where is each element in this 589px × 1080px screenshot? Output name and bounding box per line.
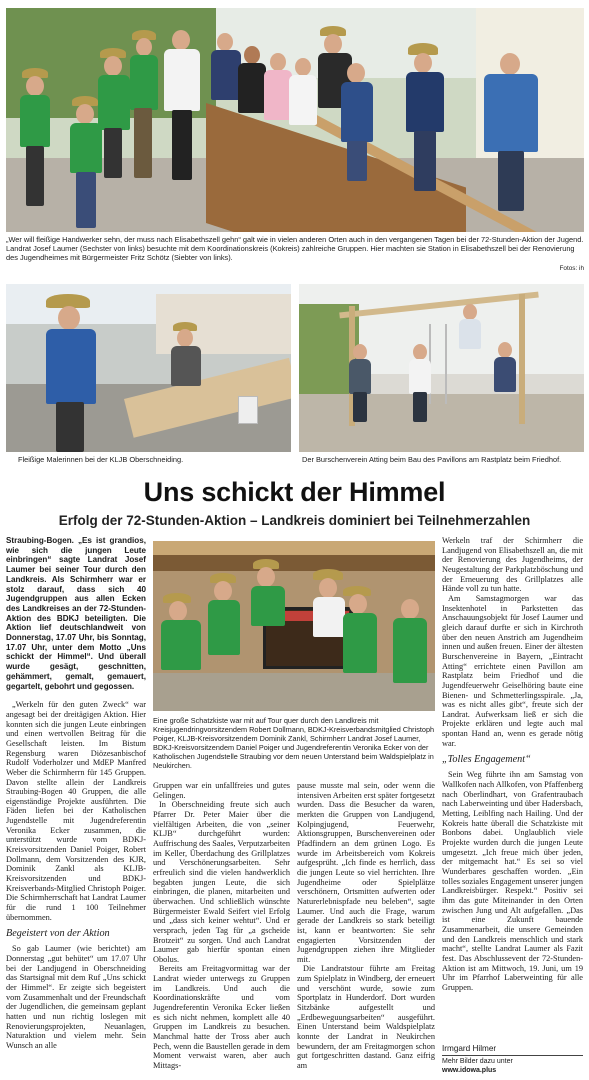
article-subheadline: Erfolg der 72-Stunden-Aktion – Landkreis dominiert bei Teilnehmerzahlen: [58, 513, 531, 528]
article-paragraph: Die Landratstour führte am Freitag zum Spielplatz in Windberg, der erneuert und verschönt wurde, sowie zum Sportplatz in Hunderdorf. Dort wurden Sitzbänke aufgestellt und „Erdbeweguungsarbeiten“ ausgeführt. Einen Unterstand beim Waldspielplatz konnte der Landrat in Neukirchen bewundern, der am Freitagmorgen schon gut fortgeschritten dastand. Ganz eifrig am: [297, 964, 435, 1071]
article-paragraph: Werkeln traf der Schirmherr die Landjugend von Elisabethszell an, die mit der Renovierung des Jugendheims, der Neugestaltung der Parkplatzböschung und der Erneuerung des Grillplatzes alle Hände voll zu tun hatte.: [442, 536, 583, 594]
section-subhead: „Tolles Engagement“: [442, 754, 531, 766]
article-paragraph: In Oberschneiding freute sich auch Pfarrer Dr. Peter Maier über die vielfältigen Arbeiten, die von „seiner KLJB“ durchgeführt wurden: Auffrischung des Saales, Verputzarbeiten im Keller, Überdachung des Grillplatzes und Verschönerungsarbeiten. Sehr erfreulich sind die vielen handwerklich begabten jungen Leute, die sich einbringen, die planen, mitarbeiten und überwachen. Und schließlich wünschte Bürgermeister Ewald Seifert viel Erfolg und „dass sich keiner wehtut“. Und er versprach, jeden Tag für „a gscheide Brotzeit“ zu sorgen. Und auch Landrat Laumer gab hierfür spontan einen Obolus.: [153, 800, 291, 964]
article-signature: [442, 1044, 583, 1076]
article-lead: Straubing-Bogen. „Es ist grandios, wie sich die jungen Leute einbringen“ sagte Landrat Josef Laumer bei seiner Tour durch den Landkreis. Als Schirmherr war er stolz darauf, dass sich 40 Jugendgruppen aus allen Ecken des Landkreises an der 72-Stunden-Aktion des BDKJ beteiligten. Die Aktion lief deutschlandweit von Donnerstag, 17.07 Uhr, bis Sonntag, 17.07 Uhr, unter dem Motto „Uns schickt der Himmel“. Und überall wurde gesägt, geschnitten, gehämmert, gemalt, gemauert, gegartelt, gebohrt und gegossen.: [6, 536, 146, 691]
left-photo-caption: [18, 455, 288, 464]
top-photo-caption: [6, 235, 584, 273]
divider: [442, 1055, 583, 1056]
right-caption-text: Der Burschenverein Atting beim Bau des Pavillons am Rastplatz beim Friedhof.: [302, 455, 562, 464]
right-photo: [299, 284, 584, 452]
more-pictures-label: Mehr Bilder dazu unter: [442, 1057, 513, 1065]
author-name: Irmgard Hilmer: [442, 1044, 497, 1053]
photo-credit: Fotos: ih: [559, 264, 584, 272]
treasure-chest-photo: [153, 541, 435, 711]
article-paragraph: Sein Weg führte ihn am Samstag von Wallkofen nach Allkofen, von Pfaffenberg nach Oberlindhart, von Grafentraubach nach Laberweinting und über Hadersbach, Metting, Leiblfing nach Hailing. Und der Kokreis hatte überall die Schatzkiste mit Bonbons dabei. Unglaublich viele Projekte wurden durch die jungen Leute umgesetzt. „Ich freue mich über jeden, der mitgemacht hat.“ Es sei so viel Wunderbares geschaffen worden. „Ein tolles soziales Engagement unserer jungen Landkreisbürger. Respekt.“ Positiv sei ihm das gute Miteinander in den Orten zwischen Jung und Alt aufgefallen. „Das ist eine Zukunft bauende Zusammenarbeit, die unsere Gemeinden und den Landkreis menschlich und stark macht“, stellte Landrat Laumer als Fazit fest. Das Abschlussevent der 72-Stunden-Aktion ist am Mittwoch, 19. Juni, um 19 Uhr im Pfarrhof Laberweinting für alle Gruppen.: [442, 770, 584, 992]
article-paragraph: So gab Laumer (wie berichtet) am Donnerstag „gut behütet“ um 17.07 Uhr bei der Landjugend in Oberschneiding das Startsignal mit dem Ruf „Uns schickt der Himmel“. Er zeigte sich begeistert vom Zusammenhalt und der Freundschaft der Jugendlichen, die gemeinsam geplant hatten und nun richtig loslegen mit Renovierungsprojekten, Neuanlagen, Naturaktion und vielem mehr. Sein Wunsch an alle: [6, 944, 146, 1050]
article-paragraph: Am Samstagmorgen war das Insektenhotel in Parkstetten das Anschauungsobjekt für Josef Laumer und gleich darauf durfte er sich in Kirchroth über den neuen Anstrich am Jugendheim innen und außen freuen. Einer der ältesten Burschenvereine in Bayern, „Eintracht Atting“ errichtete einen Pavillon am Rastplatz beim Friedhof und die Jugendfeuerwehr Geiselhöring baute eine Bienen- und Schmetterlingsspirale. „Ja, was es nicht alles gibt“, freute sich der Landrat. Aufwerksam ließ er sich die Projekte erklären und legte auch mal spontan Hand an, wenn es gerade nötig war.: [442, 593, 583, 748]
top-photo: [6, 8, 584, 232]
section-subhead: Begeistert von der Aktion: [6, 928, 110, 940]
article-headline: Uns schickt der Himmel: [143, 477, 446, 507]
right-photo-caption: [302, 455, 584, 464]
treasure-chest-caption: [153, 716, 435, 771]
inline-caption-text: Eine große Schatzkiste war mit auf Tour quer durch den Landkreis mit Kreisjugendringvorsitzendem Robert Dollmann, BDKJ-Kreisverbandsmitglied Christoph Poiger, KLJB-Kreisvorsitzendem Dominik Zankl, Schirmherr Landrat Josef Laumer, BDKJ-Kreisvorsitzendem Daniel Poiger und Jugendreferentin Veronika Ecker von der Katholischen Jugendstelle Straubing vor dem neuen Unterstand beim Waldspielplatz in Neukirchen.: [153, 716, 435, 771]
article-column-3: [297, 781, 435, 1076]
article-paragraph: „Werkeln für den guten Zweck“ war angesagt bei der dreitägigen Aktion. Hier konnten sich die jungen Leute einbringen und einen wertvollen Beitrag für die Gesellschaft leisten. Im Bistum Regensburg waren Diözesanbischof Rudolf Voderholzer und MdEP Manfred Weber die Schirmherrn für 145 Gruppen. Davon stellte allein der Landkreis Straubing-Bogen 40 Gruppen, die alle eigenständige Projekte ausführten. Die Fäden liefen bei der Katholischen Jugendstelle mit Jugendreferentin Veronika Ecker zusammen, die unterstützt wurde vom BDKJ-Kreisvorsitzenden Daniel Poiger, Robert Dollmann, dem Vorsitzenden des KJR, Dominik Zankl als KLJB-Kreisvorsitzenden und BDKJ-Kreisverbands-Mitglied Christoph Poiger. Die Schirmherrschaft hat Landrat Laumer für die rund 1 100 Teilnehmer übernommen.: [6, 700, 146, 922]
top-caption-text: „Wer will fleißige Handwerker sehn, der muss nach Elisabethszell gehn“ galt wie in vielen anderen Orten auch in den vergangenen Tagen bei der 72-Stunden-Aktion der Jugend. Landrat Josef Laumer (Sechster von links) besuchte mit dem Koordinationskreis (Kokreis) zahlreiche Gruppen. Hier machten sie Station in Elisabethszell bei der Renovierung des Jugendheimes mit Bürgermeister Fritz Schötz (Siebter von links).: [6, 235, 584, 263]
article-paragraph: Gruppen war ein unfallfreies und gutes Gelingen.: [153, 781, 290, 800]
more-pictures-link[interactable]: www.idowa.plus: [442, 1067, 497, 1075]
article-paragraph: pause musste mal sein, oder wenn die intensiven Arbeiten erst später fortgesetzt wurden. Dass die Besucher da waren, merkten die Gruppen von Landjugend, Kolpingjugend, Feuerwehr, Aktionsgruppen, Burschenvereinen oder Pfadfindern an dem grünen Logo. Es wurde im Arbeitsbereich vom Kokreis aufgesprüht. „Ich finde es herrlich, dass die jungen Leute so viel herrichten. Ihre Jugendheime oder Spielplätze verschönern, Ortsmitten aufwerten oder Naturerlebnispfade neu beleben“, sagte Laumer. Und auch die Frage, warum gerade der Landkreis so stark beteiligt ist, kann er beantworten: Sie sehr engagierten Vorsitzenden der Jugendgruppen ziehen ihre Mitglieder mit.: [297, 781, 435, 964]
article-paragraph: Bereits am Freitagvormittag war der Landrat wieder unterwegs zu Gruppen im Landkreis. Und auch die Koordinationskräfte und vom Jugendreferentin Veronika Ecker ließen es sich nicht nehmen, komplett alle 40 Gruppen im Landkreis zu besuchen. Manchmal hatte der Tross aber auch Pech, wenn die Baustellen gerade in dem Moment verwaist waren, aber auch Mittags-: [153, 964, 290, 1071]
left-caption-text: Fleißige Malerinnen bei der KLJB Oberschneiding.: [18, 455, 184, 464]
article-column-4: [442, 536, 583, 1016]
left-photo: [6, 284, 291, 452]
article-column-2: [153, 781, 290, 1076]
article-column-1: [6, 536, 146, 1076]
